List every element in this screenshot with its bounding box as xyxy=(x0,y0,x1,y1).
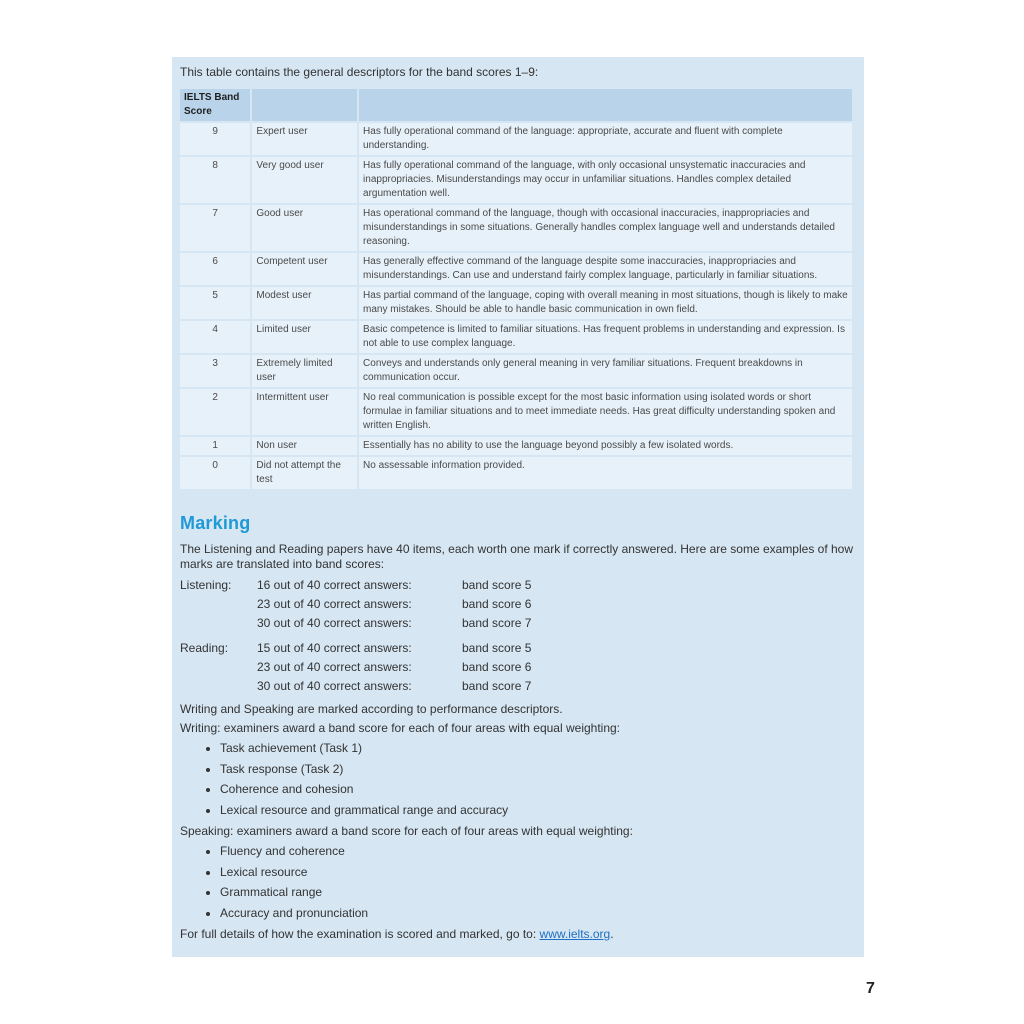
marking-examples xyxy=(180,576,856,696)
list-item: • Task achievement (Task 1) xyxy=(220,738,856,759)
reading-label: Reading: xyxy=(180,641,229,655)
listening-label: Listening: xyxy=(180,578,232,592)
example-band: band score 5 xyxy=(462,578,532,592)
example-marks: 23 out of 40 correct answers: xyxy=(257,660,412,674)
header-level xyxy=(252,89,357,121)
example-marks: 15 out of 40 correct answers: xyxy=(257,641,412,655)
band-score: 9 xyxy=(180,123,250,155)
example-band: band score 6 xyxy=(462,660,532,674)
band-score: 1 xyxy=(180,437,250,455)
band-descriptor: Has fully operational command of the language: appropriate, accurate and fluent with complete understanding. xyxy=(359,123,852,155)
speaking-criteria-list xyxy=(180,841,856,923)
ielts-website-link[interactable]: www.ielts.org xyxy=(539,927,611,941)
list-item: • Coherence and cohesion xyxy=(220,779,856,800)
list-item: • Lexical resource and grammatical range and accuracy xyxy=(220,800,856,821)
header-descriptor xyxy=(359,89,852,121)
table-row xyxy=(180,321,852,353)
reading-examples xyxy=(180,639,856,696)
speaking-intro: Speaking: examiners award a band score for each of four areas with equal weighting: xyxy=(180,824,633,838)
band-descriptor: Has partial command of the language, coping with overall meaning in most situations, though is likely to make many mistakes. Should be able to handle basic communication in own field. xyxy=(359,287,852,319)
band-descriptor: Has fully operational command of the language, with only occasional unsystematic inaccuracies and inappropriacies. Misunderstandings may occur in unfamiliar situations. Handles complex detailed argumentation well. xyxy=(359,157,852,203)
writing-criteria-list xyxy=(180,738,856,820)
example-marks: 16 out of 40 correct answers: xyxy=(257,578,412,592)
list-item: • Fluency and coherence xyxy=(220,841,856,862)
band-level: Competent user xyxy=(252,253,357,285)
table-row xyxy=(180,437,852,455)
band-score: 3 xyxy=(180,355,250,387)
table-row xyxy=(180,287,852,319)
header-band-score: IELTS Band Score xyxy=(180,89,250,121)
band-score: 0 xyxy=(180,457,250,489)
band-descriptor: Conveys and understands only general meaning in very familiar situations. Frequent breakdowns in communication occur. xyxy=(359,355,852,387)
example-marks: 30 out of 40 correct answers: xyxy=(257,679,412,693)
band-descriptor: Basic competence is limited to familiar situations. Has frequent problems in understanding and expression. Is not able to use complex language. xyxy=(359,321,852,353)
band-score: 2 xyxy=(180,389,250,435)
marking-section xyxy=(180,513,856,942)
content-panel xyxy=(172,57,864,957)
band-score: 5 xyxy=(180,287,250,319)
band-level: Good user xyxy=(252,205,357,251)
band-level: Did not attempt the test xyxy=(252,457,357,489)
band-level: Non user xyxy=(252,437,357,455)
listening-examples xyxy=(180,576,856,633)
list-item: • Lexical resource xyxy=(220,862,856,883)
band-score-table xyxy=(178,87,854,491)
marking-heading: Marking xyxy=(180,513,251,533)
band-score: 7 xyxy=(180,205,250,251)
list-item: • Task response (Task 2) xyxy=(220,759,856,780)
example-band: band score 7 xyxy=(462,679,532,693)
band-score: 4 xyxy=(180,321,250,353)
list-item: • Accuracy and pronunciation xyxy=(220,903,856,924)
band-score: 6 xyxy=(180,253,250,285)
page-number: 7 xyxy=(866,980,875,997)
table-header-row xyxy=(180,89,852,121)
band-descriptor: No assessable information provided. xyxy=(359,457,852,489)
band-descriptor: Essentially has no ability to use the language beyond possibly a few isolated words. xyxy=(359,437,852,455)
table-intro: This table contains the general descriptors for the band scores 1–9: xyxy=(180,65,539,79)
table-row xyxy=(180,253,852,285)
table-row xyxy=(180,157,852,203)
details-end: . xyxy=(610,927,614,941)
example-band: band score 7 xyxy=(462,616,532,630)
example-marks: 30 out of 40 correct answers: xyxy=(257,616,412,630)
band-level: Intermittent user xyxy=(252,389,357,435)
band-descriptor: Has operational command of the language, though with occasional inaccuracies, inappropriacies and misunderstandings in some situations. Generally handles complex language well and understands detailed reasoning. xyxy=(359,205,852,251)
band-level: Extremely limited user xyxy=(252,355,357,387)
band-score: 8 xyxy=(180,157,250,203)
marking-intro: The Listening and Reading papers have 40 items, each worth one mark if correctly answered. Here are some examples of how marks are translated into band scores: xyxy=(180,542,854,571)
table-row xyxy=(180,123,852,155)
details-paragraph xyxy=(180,927,856,942)
performance-text: Writing and Speaking are marked according to performance descriptors. xyxy=(180,702,563,716)
example-band: band score 6 xyxy=(462,597,532,611)
example-band: band score 5 xyxy=(462,641,532,655)
band-level: Limited user xyxy=(252,321,357,353)
band-level: Very good user xyxy=(252,157,357,203)
example-marks: 23 out of 40 correct answers: xyxy=(257,597,412,611)
table-row xyxy=(180,389,852,435)
list-item: • Grammatical range xyxy=(220,882,856,903)
band-descriptor: Has generally effective command of the language despite some inaccuracies, inappropriacies and misunderstandings. Can use and understand fairly complex language, particularly in familiar situations. xyxy=(359,253,852,285)
band-level: Expert user xyxy=(252,123,357,155)
band-level: Modest user xyxy=(252,287,357,319)
table-row xyxy=(180,205,852,251)
band-descriptor: No real communication is possible except for the most basic information using isolated words or short formulae in familiar situations and to meet immediate needs. Has great difficulty understanding spoken and written English. xyxy=(359,389,852,435)
table-row xyxy=(180,355,852,387)
writing-intro: Writing: examiners award a band score for each of four areas with equal weighting: xyxy=(180,721,621,735)
details-text: For full details of how the examination is scored and marked, go to: xyxy=(180,927,540,941)
table-row xyxy=(180,457,852,489)
